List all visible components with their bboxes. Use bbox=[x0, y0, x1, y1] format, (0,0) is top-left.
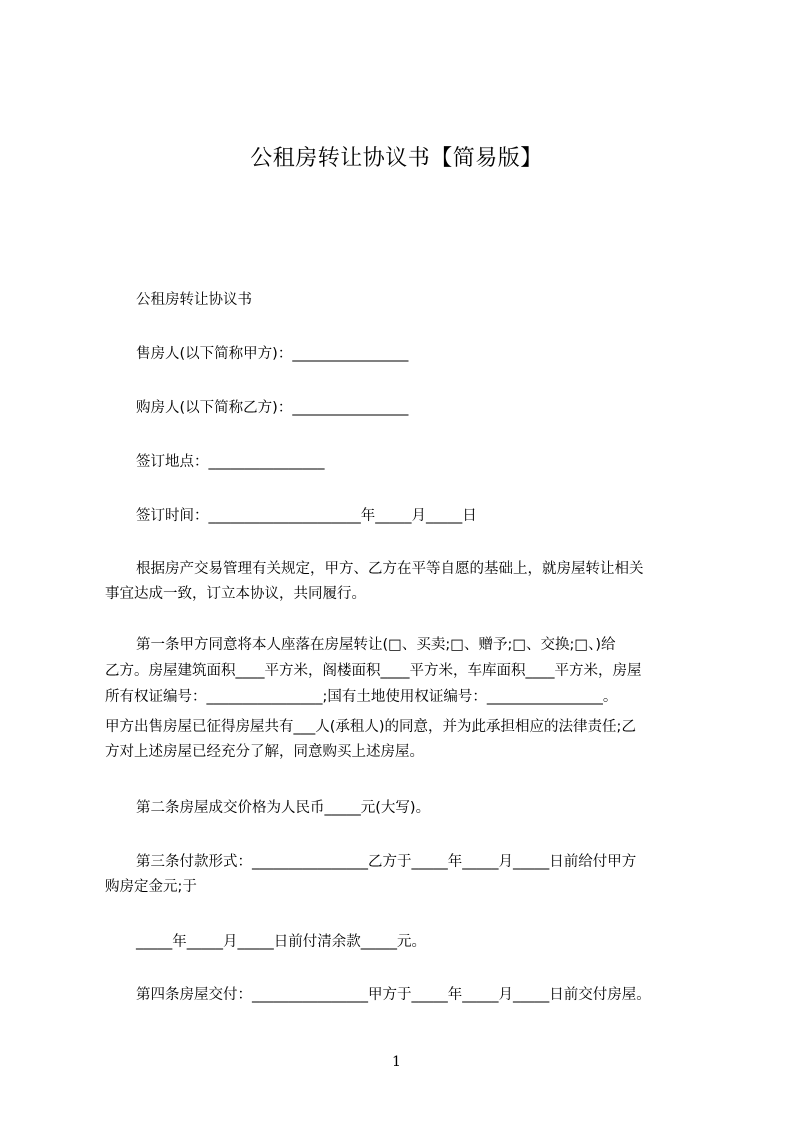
buyer-line: 购房人(以下简称乙方)：________________ bbox=[136, 400, 409, 416]
page-number: 1 bbox=[392, 1054, 401, 1070]
article1-line: 方对上述房屋已经充分了解，同意购买上述房屋。 bbox=[105, 744, 424, 760]
document-title: 公租房转让协议书【简易版】 bbox=[250, 146, 543, 171]
signing-date-line: 签订时间：_____________________年_____月_____日 bbox=[136, 508, 477, 524]
article1-line: 所有权证编号：________________;国有土地使用权证编号：________________。 bbox=[105, 689, 618, 705]
seller-line: 售房人(以下简称甲方)：________________ bbox=[136, 346, 409, 362]
article1-line: 第一条甲方同意将本人座落在房屋转让(□、买卖;□、赠予;□、交换;□、)给 bbox=[136, 637, 616, 653]
agreement-heading: 公租房转让协议书 bbox=[136, 292, 252, 308]
signing-place-line: 签订地点：________________ bbox=[136, 454, 325, 470]
article3-line: _____年_____月_____日前付清余款_____元。 bbox=[136, 934, 426, 950]
article1-line: 乙方。房屋建筑面积____平方米，阁楼面积____平方米，车库面积____平方米，房屋 bbox=[105, 663, 642, 679]
intro-paragraph-line: 根据房产交易管理有关规定，甲方、乙方在平等自愿的基础上，就房屋转让相关 bbox=[136, 561, 644, 577]
article4-line: 第四条房屋交付：________________甲方于_____年_____月_____日前交付房屋。 bbox=[136, 987, 651, 1003]
article3-line: 购房定金元;于 bbox=[105, 879, 197, 895]
article2-line: 第二条房屋成交价格为人民币_____元(大写)。 bbox=[136, 800, 431, 816]
article1-line: 甲方出售房屋已征得房屋共有___人(承租人)的同意，并为此承担相应的法律责任;乙 bbox=[105, 719, 636, 735]
intro-paragraph-line: 事宜达成一致，订立本协议，共同履行。 bbox=[105, 586, 366, 602]
article3-line: 第三条付款形式：________________乙方于_____年_____月_____日前给付甲方 bbox=[136, 854, 637, 870]
